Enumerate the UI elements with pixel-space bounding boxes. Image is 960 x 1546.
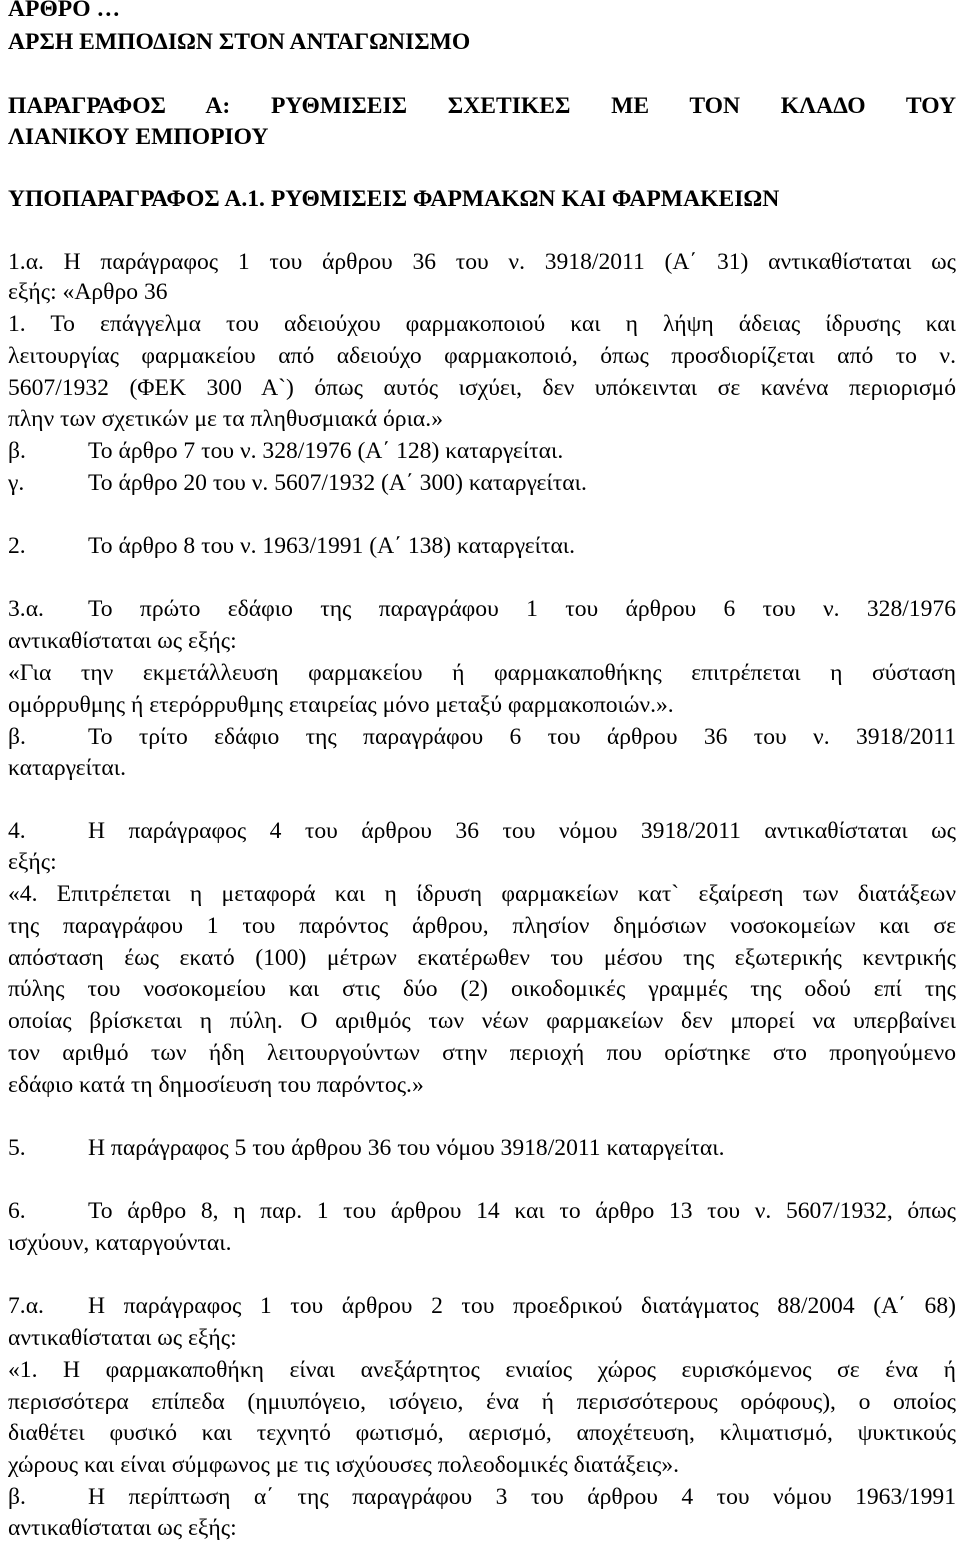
text-line: διαθέτει φυσικό και τεχνητό φωτισμό, αερισμό, αποχέτευση, κλιματισμό, ψυκτικούς — [8, 1420, 956, 1446]
text-line: αντικαθίσταται ως εξής: — [8, 1325, 237, 1351]
item-text: Η περίπτωση α΄ της παραγράφου 3 του άρθρου 4 του νόμου 1963/1991 — [88, 1484, 956, 1510]
item-text: Το τρίτο εδάφιο της παραγράφου 6 του άρθρου 36 του ν. 3918/2011 — [88, 724, 956, 750]
text-line: οποίας βρίσκεται η πύλη. Ο αριθμός των νέων φαρμακείων δεν μπορεί να υπερβαίνει — [8, 1008, 956, 1034]
item-label: 6. — [8, 1198, 26, 1224]
text-line: «1. Η φαρμακαποθήκη είναι ανεξάρτητος ενιαίος χώρος ευρισκόμενος σε ένα ή — [8, 1357, 956, 1383]
article-title: ΑΡΣΗ ΕΜΠΟΔΙΩΝ ΣΤΟΝ ΑΝΤΑΓΩΝΙΣΜΟ — [8, 29, 471, 55]
text-line: χώρους και είναι σύμφωνος με τις ισχύουσες πολεοδομικές διατάξεις». — [8, 1452, 680, 1478]
subparagraph-heading: ΥΠΟΠΑΡΑΓΡΑΦΟΣ Α.1. ΡΥΘΜΙΣΕΙΣ ΦΑΡΜΑΚΩΝ ΚΑΙ ΦΑΡΜΑΚΕΙΩΝ — [8, 186, 780, 212]
text-line: 1.α. Η παράγραφος 1 του άρθρου 36 του ν. 3918/2011 (Α΄ 31) αντικαθίσταται ως — [8, 249, 956, 275]
paragraph-a-line2: ΛΙΑΝΙΚΟΥ ΕΜΠΟΡΙΟΥ — [8, 124, 269, 150]
text-line: ισχύουν, καταργούνται. — [8, 1230, 232, 1256]
text-line: ομόρρυθμης ή ετερόρρυθμης εταιρείας μόνο μεταξύ φαρμακοποιών.». — [8, 692, 674, 718]
item-label: β. — [8, 1484, 26, 1510]
text-line: «4. Επιτρέπεται η μεταφορά και η ίδρυση φαρμακείων κατ` εξαίρεση των διατάξεων — [8, 881, 956, 907]
text-line: καταργείται. — [8, 755, 127, 781]
item-text: Το άρθρο 8 του ν. 1963/1991 (Α΄ 138) καταργείται. — [88, 533, 576, 559]
text-line: λειτουργίας φαρμακείου από αδειούχο φαρμακοποιό, όπως προσδιορίζεται από το ν. — [8, 343, 956, 369]
item-text: Η παράγραφος 1 του άρθρου 2 του προεδρικού διατάγματος 88/2004 (Α΄ 68) — [88, 1293, 956, 1319]
item-text: Η παράγραφος 4 του άρθρου 36 του νόμου 3918/2011 αντικαθίσταται ως — [88, 818, 956, 844]
item-label: 7.α. — [8, 1293, 44, 1319]
text-line: εξής: «Αρθρο 36 — [8, 279, 168, 305]
text-line: απόσταση έως εκατό (100) μέτρων εκατέρωθεν του μέσου της εξωτερικής κεντρικής — [8, 945, 956, 971]
item-label: γ. — [8, 470, 25, 496]
article-heading: ΑΡΘΡΟ … — [8, 0, 121, 22]
item-label: 3.α. — [8, 596, 44, 622]
item-text: Το άρθρο 20 του ν. 5607/1932 (Α΄ 300) καταργείται. — [88, 470, 587, 496]
paragraph-a-line1: ΠΑΡΑΓΡΑΦΟΣ Α: ΡΥΘΜΙΣΕΙΣ ΣΧΕΤΙΚΕΣ ΜΕ ΤΟΝ ΚΛΑΔΟ ΤΟΥ — [8, 93, 956, 119]
text-line: 5607/1932 (ΦΕΚ 300 Α`) όπως αυτός ισχύει, δεν υπόκεινται σε κανένα περιορισμό — [8, 375, 956, 401]
text-line: «Για την εκμετάλλευση φαρμακείου ή φαρμακαποθήκης επιτρέπεται η σύσταση — [8, 660, 956, 686]
text-line: εδάφιο κατά τη δημοσίευση του παρόντος.» — [8, 1072, 424, 1098]
text-line: τον αριθμό των ήδη λειτουργούντων στην περιοχή που ορίστηκε στο προηγούμενο — [8, 1040, 956, 1066]
text-line: περισσότερα επίπεδα (ημιυπόγειο, ισόγειο, ένα ή περισσότερους ορόφους), ο οποίος — [8, 1389, 956, 1415]
item-label: 4. — [8, 818, 26, 844]
text-line: αντικαθίσταται ως εξής: — [8, 1515, 237, 1541]
item-text: Η παράγραφος 5 του άρθρου 36 του νόμου 3918/2011 καταργείται. — [88, 1135, 725, 1161]
text-line: εξής: — [8, 849, 57, 875]
item-label: β. — [8, 724, 26, 750]
item-text: Το πρώτο εδάφιο της παραγράφου 1 του άρθρου 6 του ν. 328/1976 — [88, 596, 956, 622]
item-label: β. — [8, 438, 26, 464]
item-text: Το άρθρο 8, η παρ. 1 του άρθρου 14 και το άρθρο 13 του ν. 5607/1932, όπως — [88, 1198, 956, 1224]
paragraph-a-heading — [8, 91, 956, 121]
text-line: πύλης του νοσοκομείου και στις δύο (2) οικοδομικές γραμμές της οδού επί της — [8, 976, 956, 1002]
item-text: Το άρθρο 7 του ν. 328/1976 (Α΄ 128) καταργείται. — [88, 438, 564, 464]
item-label: 2. — [8, 533, 26, 559]
text-line: πλην των σχετικών με τα πληθυσμιακά όρια.» — [8, 406, 443, 432]
text-line: 1. Το επάγγελμα του αδειούχου φαρμακοποιού και η λήψη άδειας ίδρυσης και — [8, 311, 956, 337]
text-line: αντικαθίσταται ως εξής: — [8, 628, 237, 654]
text-line: της παραγράφου 1 του παρόντος άρθρου, πλησίον δημόσιων νοσοκομείων και σε — [8, 913, 956, 939]
item-label: 5. — [8, 1135, 26, 1161]
